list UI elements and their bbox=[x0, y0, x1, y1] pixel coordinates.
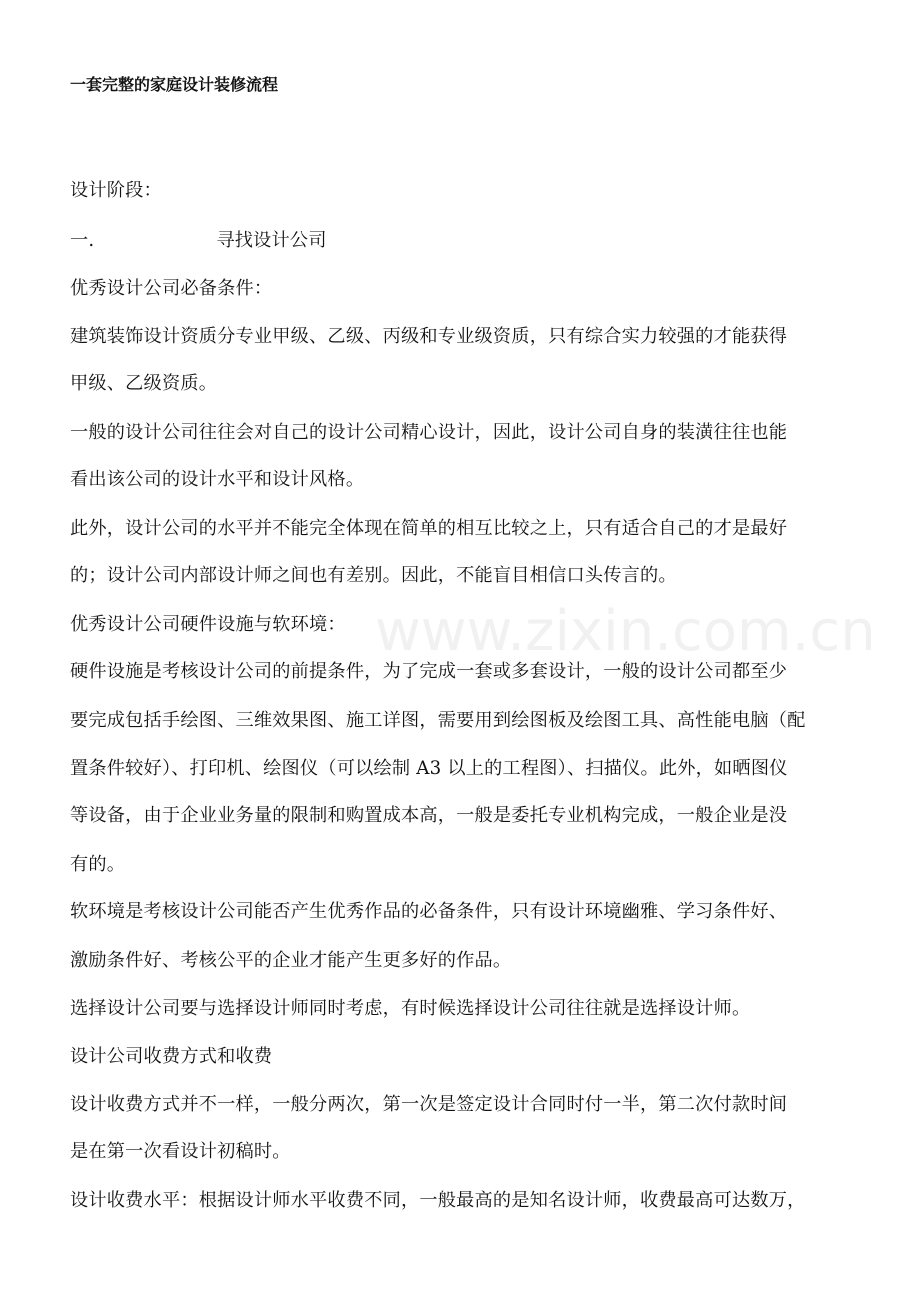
paragraph-line: 是在第一次看设计初稿时。 bbox=[70, 1141, 291, 1162]
paragraph-line: 看出该公司的设计水平和设计风格。 bbox=[70, 469, 365, 490]
paragraph-line: 的；设计公司内部设计师之间也有差别。因此，不能盲目相信口头传言的。 bbox=[70, 565, 677, 586]
paragraph-line: 甲级、乙级资质。 bbox=[70, 373, 218, 394]
paragraph-line: 设计收费水平：根据设计师水平收费不同，一般最高的是知名设计师，收费最高可达数万， bbox=[70, 1190, 806, 1211]
watermark: www.zixin.com.cn bbox=[375, 599, 876, 664]
step-heading bbox=[70, 228, 327, 254]
paragraph-line: 此外，设计公司的水平并不能完全体现在简单的相互比较之上，只有适合自己的才是最好 bbox=[70, 518, 788, 539]
step-number: 一. bbox=[70, 230, 95, 251]
paragraph-line: 激励条件好、考核公平的企业才能产生更多好的作品。 bbox=[70, 950, 512, 971]
paragraph-line: 设计收费方式并不一样，一般分两次，第一次是签定设计合同时付一半，第二次付款时间 bbox=[70, 1094, 788, 1115]
paragraph-line: 硬件设施是考核设计公司的前提条件，为了完成一套或多套设计，一般的设计公司都至少 bbox=[70, 661, 788, 682]
paragraph-line: 有的。 bbox=[70, 854, 126, 875]
paragraph-line: 一般的设计公司往往会对自己的设计公司精心设计，因此，设计公司自身的装潢往往也能 bbox=[70, 422, 788, 443]
paragraph-line: 置条件较好）、打印机、绘图仪（可以绘制 A3 以上的工程图）、扫描仪。此外，如晒图仪 bbox=[70, 758, 788, 779]
paragraph-line: 选择设计公司要与选择设计师同时考虑，有时候选择设计公司往往就是选择设计师。 bbox=[70, 998, 751, 1019]
paragraph-line: 软环境是考核设计公司能否产生优秀作品的必备条件，只有设计环境幽雅、学习条件好、 bbox=[70, 901, 788, 922]
paragraph-line: 优秀设计公司必备条件： bbox=[70, 278, 273, 299]
document-title: 一套完整的家庭设计装修流程 bbox=[70, 75, 279, 94]
paragraph-line: 优秀设计公司硬件设施与软环境： bbox=[70, 614, 346, 635]
paragraph-line: 设计公司收费方式和收费 bbox=[70, 1046, 273, 1067]
section-heading: 设计阶段： bbox=[70, 180, 162, 201]
paragraph-line: 等设备，由于企业业务量的限制和购置成本高，一般是委托专业机构完成，一般企业是没 bbox=[70, 805, 788, 826]
paragraph-line: 建筑装饰设计资质分专业甲级、乙级、丙级和专业级资质，只有综合实力较强的才能获得 bbox=[70, 326, 788, 347]
step-title: 寻找设计公司 bbox=[216, 230, 327, 251]
paragraph-line: 要完成包括手绘图、三维效果图、施工详图，需要用到绘图板及绘图工具、高性能电脑（配 bbox=[70, 710, 806, 731]
